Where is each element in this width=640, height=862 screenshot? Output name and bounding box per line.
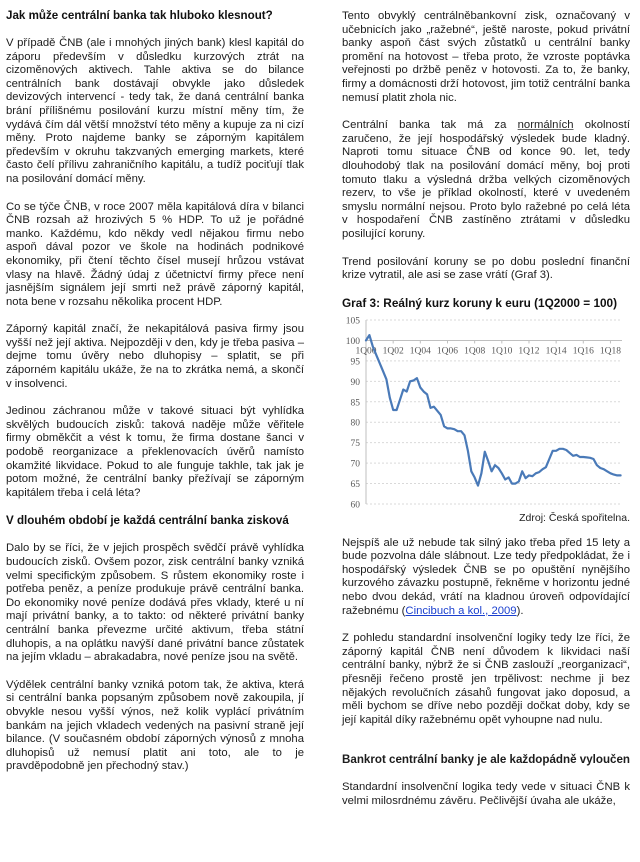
paragraph: Záporný kapitál značí, že nekapitálová pasiva firmy jsou vyšší než její aktiva. Nejpozději v den, kdy je třeba pasiva – dejme tomu úvěry nebo dluhopisy – splatit, se při záporném kapitálu ukáže, že na to zkrátka nemá, a skončí v insolvenci.	[6, 323, 304, 390]
y-tick-label: 65	[350, 479, 360, 490]
paragraph: Tento obvyklý centrálněbankovní zisk, označovaný v učebnicích jako „ražebné“, ještě naroste, pokud privátní banky aspoň část svých zůstatků u centrální banky promění na hotovost – třeba proto, že vzroste poptávka veřejnosti po držbě peněz v hotovosti. Za to, že banky, firmy a domácnosti drží hotovost, jim totiž centrální banka nemusí platit zhola nic.	[342, 10, 630, 104]
paragraph: V případě ČNB (ale i mnohých jiných bank) klesl kapitál do záporu především v důsledku kurzových ztrát na cizoměnových aktivech. Tahle aktiva se do bilance centrálních bank dostávají obvykle jako důsledek devizových intervencí - tedy tak, že daná centrální banka brání přílišnému posilování kurzu místní měny tím, že vydává čím dál větší množství této měny a kupuje za ni cizí měny. Proto najdeme banky se záporným kapitálem především v okruhu takzvaných emerging markets, které často čelí přílivu zahraničního kapitálu, a tudíž pociťují tlak na posilování domácí měny.	[6, 37, 304, 185]
y-tick-label: 90	[350, 377, 360, 388]
line-chart	[330, 310, 630, 510]
citation-link[interactable]: Cincibuch a kol., 2009	[405, 604, 517, 617]
paragraph: Trend posilování koruny se po dobu poslední finanční krize vytratil, ale asi se zase vrátí (Graf 3).	[342, 255, 630, 282]
section-heading: V dlouhém období je každá centrální banka zisková	[6, 514, 289, 528]
y-tick-label: 85	[350, 397, 360, 408]
x-tick-label: 1Q16	[572, 346, 594, 357]
x-tick-label: 1Q08	[464, 346, 486, 357]
x-tick-label: 1Q04	[409, 346, 431, 357]
y-tick-label: 60	[350, 500, 360, 510]
right-column	[342, 0, 630, 808]
x-tick-label: 1Q14	[545, 346, 567, 357]
section-heading: Jak může centrální banka tak hluboko klesnout?	[6, 9, 273, 22]
x-tick-label: 1Q12	[518, 346, 540, 357]
x-tick-label: 1Q06	[436, 346, 459, 357]
text: ).	[516, 604, 524, 617]
y-tick-label: 75	[350, 438, 360, 449]
text: okolností zaručeno, že její hospodářský výsledek bude kladný. Naproti tomu situace ČNB od konce 90. let, tedy dlouhodobý tlak na posilování domácí měny, boj proti tomuto tlaku a výsledná držba velkých cizoměnových rezerv, to vše je příklad okolností, které v uvedeném smyslu normální nejsou. Proto bylo ražebné po celá léta v hospodaření ČNB zastíněno ztrátami v důsledku posilující koruny.	[342, 119, 630, 240]
paragraph	[342, 119, 630, 241]
chart-source: Zdroj: Česká spořitelna.	[519, 511, 630, 524]
paragraph	[342, 537, 630, 619]
y-tick-label: 80	[350, 418, 360, 429]
paragraph: Výdělek centrální banky vzniká potom tak, že aktiva, která si centrální banka popsaným způsobem nově zakoupila, jí obvykle nesou vyšší výnos, než kolik vyplácí privátním bankám na jejich vkladech vedených na pasivní straně její bilance. (V současném období záporných výnosů z mnoha dluhopisů už nemusí platit ani toto, ale to je pravděpodobně jen přechodný stav.)	[6, 678, 304, 773]
paragraph: Standardní insolvenční logika tedy vede v situaci ČNB k velmi milosrdnému závěru. Pečlivější úvaha ale ukáže,	[342, 781, 630, 807]
chart	[330, 310, 630, 510]
y-tick-label: 95	[350, 357, 360, 368]
x-tick-label: 1Q02	[382, 346, 404, 357]
paragraph: Z pohledu standardní insolvenční logiky tedy lze říci, že záporný kapitál ČNB není důvodem k likvidaci naší centrální banky, nýbrž že si ČNB zaslouží „reorganizaci“, přesněji řečeno prostě jen trpělivost: nechme ji bez nějakých revolučních zásahů fungovat jako doposud, a měli bychom se dříve nebo později dočkat doby, kdy se její kapitál díky ražebnému opět vyhoupne nad nulu.	[342, 632, 630, 726]
text: Nejspíš ale už nebude tak silný jako třeba před 15 lety a bude pozvolna dále slábnout. Lze tedy předpokládat, že i hospodářský výsledek ČNB se po opuštění nynějšího kurzového závazku postupně, řekněme v horizontu jedné nebo dvou dekád, vrátí na kladnou úroveň odpovídající ražebnému (	[342, 536, 630, 617]
x-tick-label: 1Q00	[355, 346, 377, 357]
text: Centrální banka tak má za	[342, 119, 518, 132]
chart-title: Graf 3: Reálný kurz koruny k euru (1Q2000 = 100)	[342, 295, 618, 310]
paragraph: Co se týče ČNB, v roce 2007 měla kapitálová díra v bilanci ČNB rozsah až hrozivých 5 % HDP. To už je pořádné manko. Každému, kdo někdy vedl nějakou firmu nebo aspoň dával pozor ve škole na hodinách podnikové ekonomiky, při čtení těchto čísel musejí hrůzou vstávat vlasy na hlavě. Žádný údaj z účetnictví firmy přece není jasnějším signálem její smrti než právě záporný kapitál, nota bene v rozsahu několika procent HDP.	[6, 200, 304, 308]
paragraph: Jedinou záchranou může v takové situaci být vyhlídka skvělých budoucích zisků: taková naděje může věřitele firmy obměkčit a vést k tomu, že firma dostane šanci v podobě reorganizace a překlenovacích úvěrů namísto okamžité likvidace. Pokud to ale funguje takhle, tak jak je potom možné, že centrální banky přežívají se záporným kapitálem třeba i celá léta?	[6, 405, 304, 499]
y-tick-label: 70	[350, 459, 360, 470]
x-tick-label: 1Q18	[599, 346, 622, 357]
paragraph: Dalo by se říci, že v jejich prospěch svědčí právě vyhlídka budoucích zisků. Ovšem pozor, zisk centrální banky vzniká velmi specifickým způsobem. S růstem ekonomiky roste i potřeba peněz, a peníze produkuje právě centrální banka. Do ekonomiky nové peníze dodává přes vklady, které u ní mají privátní banky, a to takto: od některé privátní banky centrální banka převezme určité aktivum, třeba státní dluhopis, a na oplátku navýší dané privátní bance zůstatek na jejím vkladu – abrakadabra, nové peníze jsou na světě.	[6, 542, 304, 664]
underlined-word: normálních	[517, 119, 574, 132]
y-tick-label: 100	[345, 336, 360, 347]
y-tick-label: 105	[345, 316, 360, 327]
section-heading: Bankrot centrální banky je ale každopádně vyloučen	[342, 753, 631, 767]
x-tick-label: 1Q10	[491, 346, 513, 357]
left-column	[6, 0, 304, 774]
